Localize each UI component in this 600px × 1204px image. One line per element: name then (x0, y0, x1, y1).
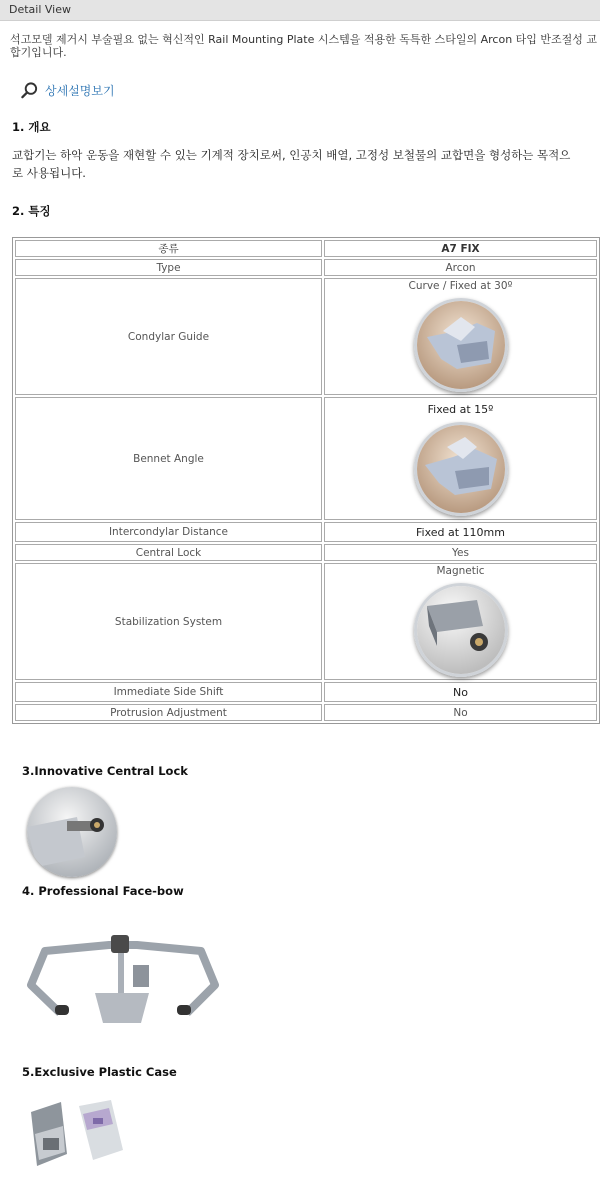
bennet-angle-image (414, 422, 508, 516)
row-label: Protrusion Adjustment (15, 704, 322, 721)
central-lock-image (27, 787, 117, 877)
search-icon (20, 81, 39, 100)
table-row (15, 522, 597, 542)
detail-description-link[interactable] (20, 80, 115, 100)
section-1-line-2: 로 사용됩니다. (12, 166, 86, 180)
section-1-title: 1. 개요 (12, 120, 51, 134)
section-3-title: 3.Innovative Central Lock (22, 764, 188, 778)
detail-link-label: 상세설명보기 (45, 83, 115, 98)
row-value: Fixed at 15º (427, 403, 494, 416)
stabilization-system-image (414, 583, 508, 677)
table-row (15, 278, 597, 395)
row-value-cell (324, 397, 597, 520)
row-label: Central Lock (15, 544, 322, 561)
table-header-row (15, 240, 597, 257)
row-value: Yes (324, 544, 597, 561)
section-2-title: 2. 특징 (12, 204, 51, 218)
section-5-title: 5.Exclusive Plastic Case (22, 1065, 177, 1079)
plastic-case-image (27, 1098, 127, 1170)
row-value: Curve / Fixed at 30º (408, 280, 513, 292)
header-title: Detail View (9, 3, 72, 16)
model-name: A7 FIX (441, 242, 480, 255)
table-row (15, 544, 597, 561)
row-label: Condylar Guide (15, 278, 322, 395)
row-value-cell (324, 563, 597, 680)
row-label: Type (15, 259, 322, 276)
row-value: No (324, 704, 597, 721)
header-label-cell: 종류 (15, 240, 322, 257)
row-label: Immediate Side Shift (15, 682, 322, 702)
table-row (15, 682, 597, 702)
condylar-guide-image (414, 298, 508, 392)
row-label: Bennet Angle (15, 397, 322, 520)
summary-line-2: 합기입니다. (10, 46, 67, 59)
table-row (15, 259, 597, 276)
row-value: No (324, 682, 597, 702)
section-1-line-1: 교합기는 하악 운동을 재현할 수 있는 기계적 장치로써, 인공치 배열, 고정성 보철물의 교합면을 형성하는 목적으 (12, 148, 571, 162)
row-value-cell (324, 278, 597, 395)
product-summary (10, 33, 598, 59)
table-row (15, 397, 597, 520)
detail-view-header (0, 0, 600, 21)
row-value: Fixed at 110mm (324, 522, 597, 542)
header-value-cell (324, 240, 597, 257)
row-label: Intercondylar Distance (15, 522, 322, 542)
table-row (15, 563, 597, 680)
row-value: Magnetic (436, 565, 485, 577)
spec-table (12, 237, 600, 724)
face-bow-image (25, 925, 220, 1035)
row-value: Arcon (324, 259, 597, 276)
section-4-title: 4. Professional Face-bow (22, 884, 184, 898)
section-1-text (12, 146, 600, 182)
row-label: Stabilization System (15, 563, 322, 680)
table-row (15, 704, 597, 721)
summary-line-1: 석고모델 제거시 부술필요 없는 혁신적인 Rail Mounting Plate 시스템을 적용한 독특한 스타일의 Arcon 타입 반조절성 교 (10, 33, 598, 46)
